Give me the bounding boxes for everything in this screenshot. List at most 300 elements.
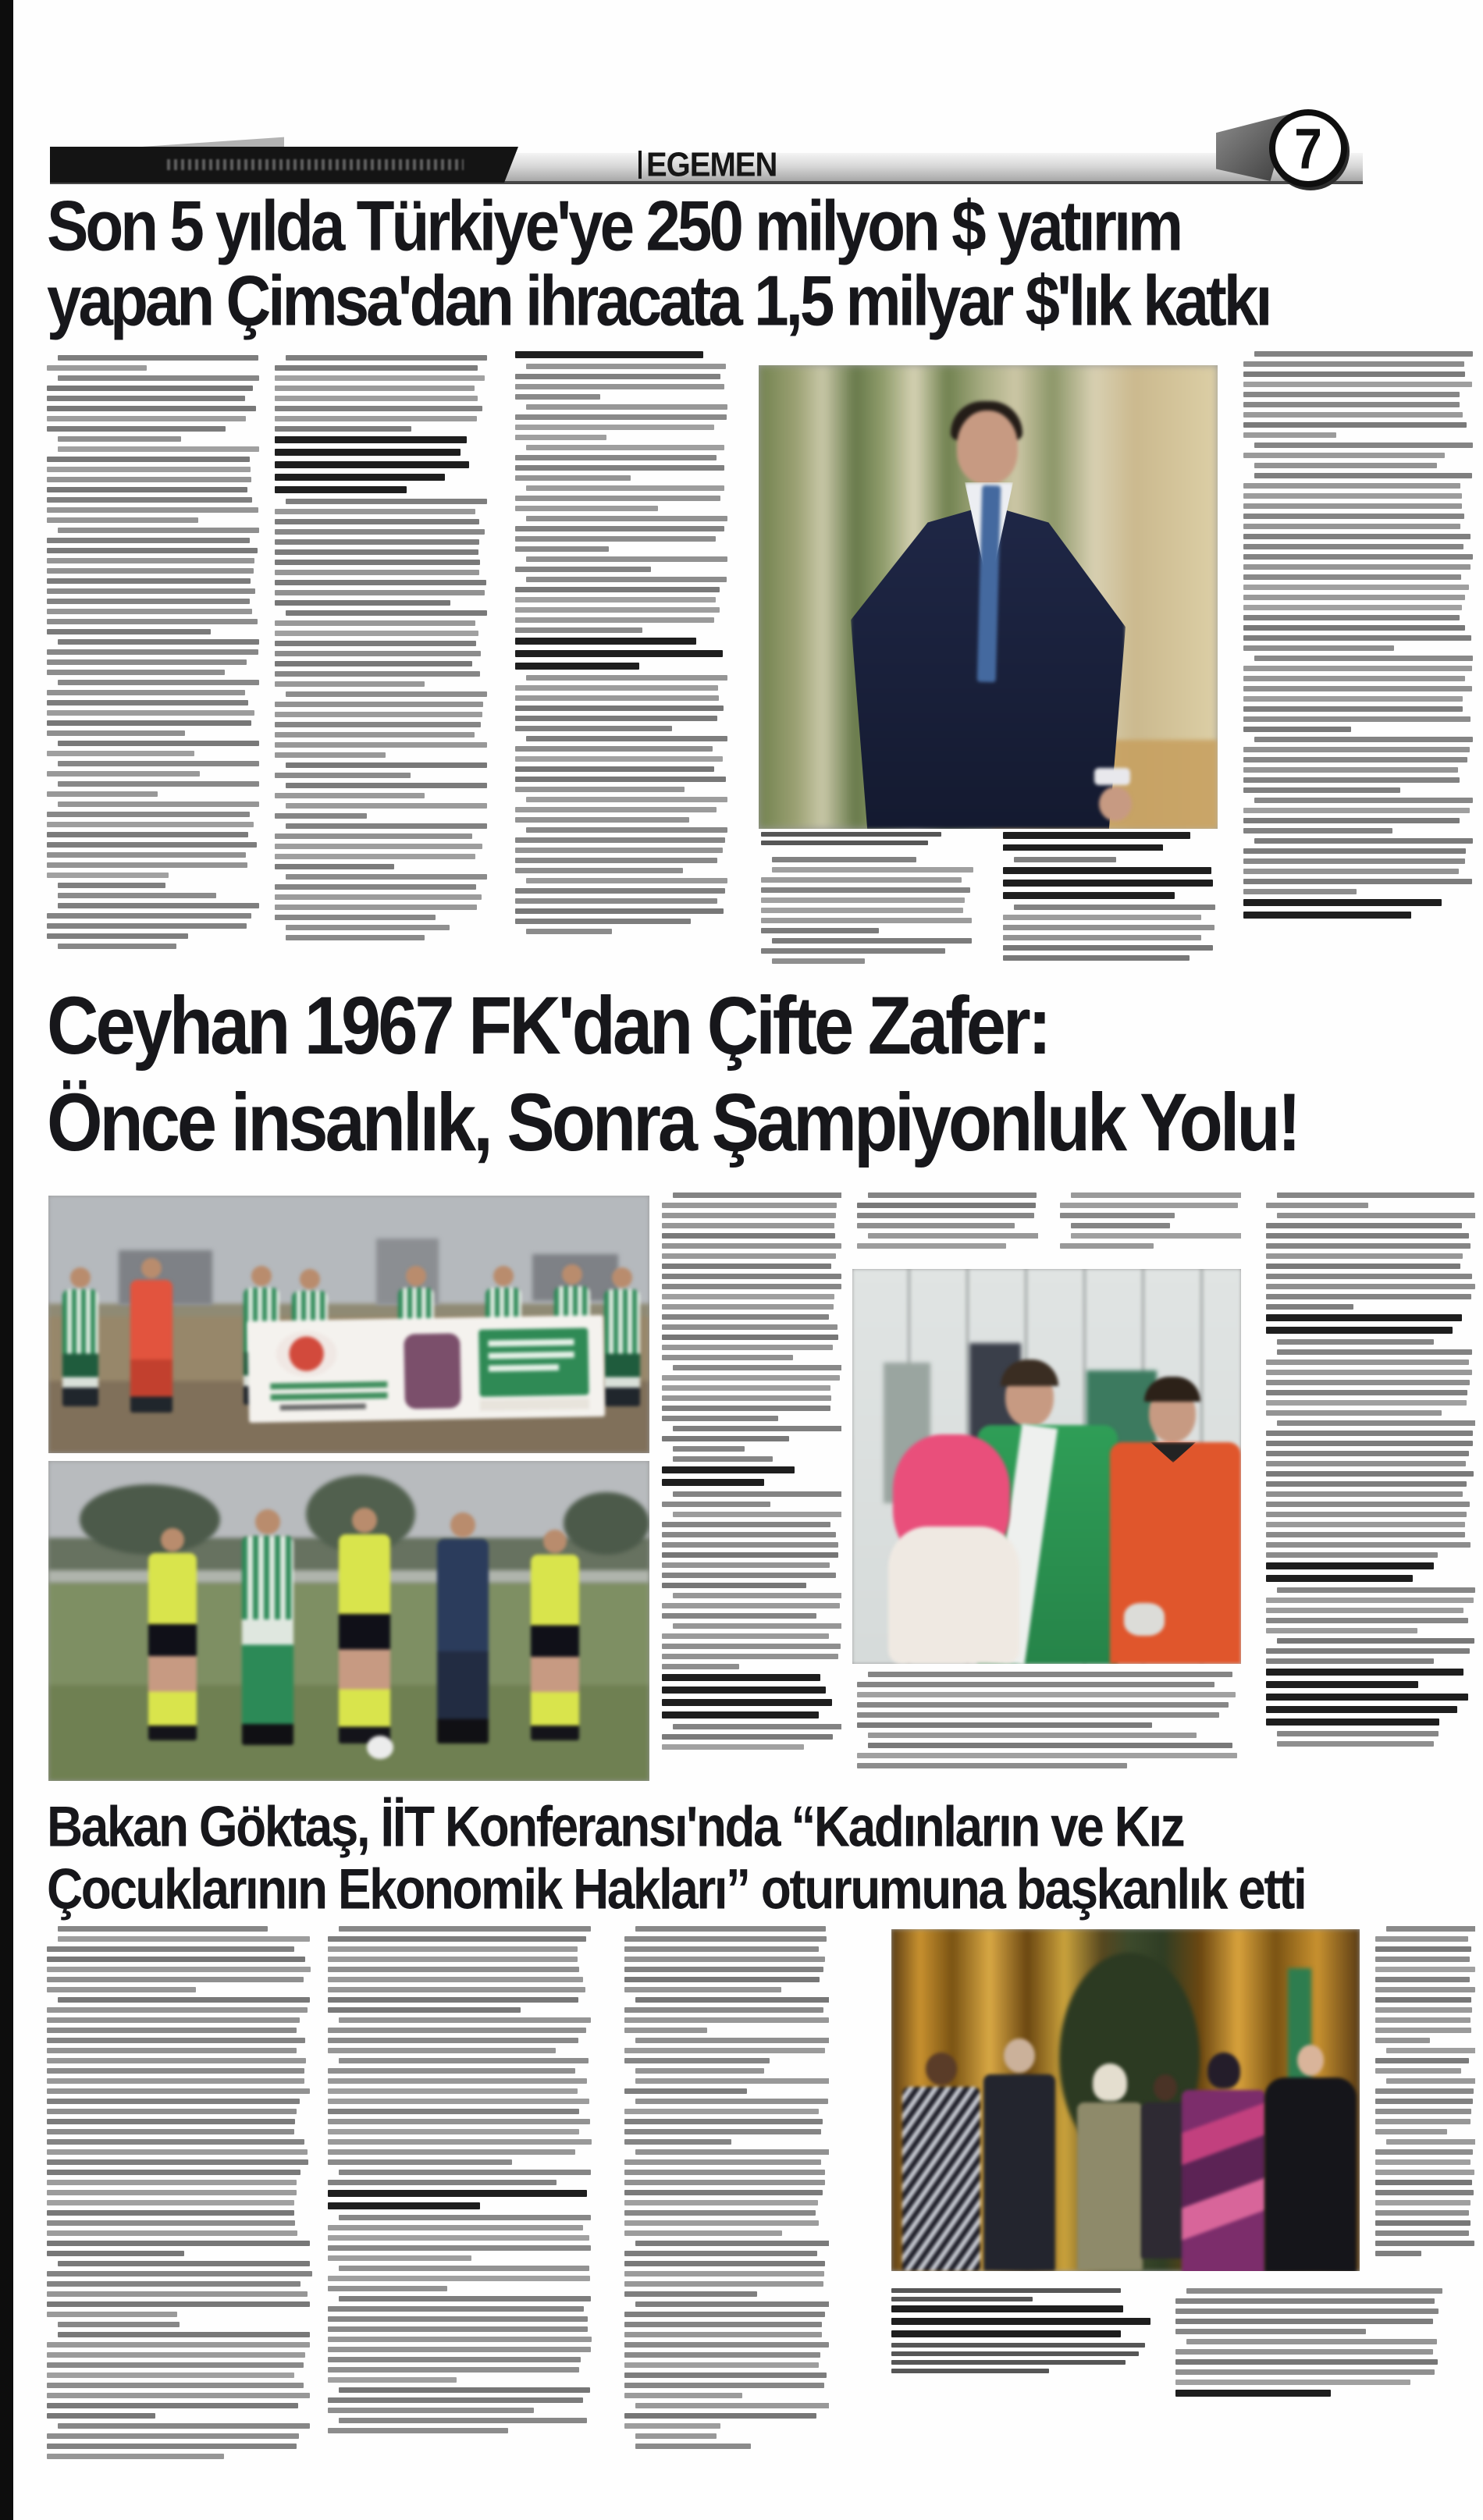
- text-line: [47, 842, 257, 848]
- text-line: [624, 1936, 827, 1942]
- text-line: [1243, 767, 1458, 773]
- text-line: [526, 929, 612, 934]
- delegate-striped-robe: [902, 2053, 980, 2271]
- text-line: [1277, 1587, 1475, 1593]
- article2-headline-line1: Ceyhan 1967 FK'dan Çifte Zafer:: [47, 980, 1049, 1072]
- text-line: [275, 813, 367, 819]
- text-line: [275, 519, 479, 524]
- text-line: [1243, 524, 1460, 529]
- text-line: [624, 2372, 827, 2378]
- delegate-head: [1154, 2074, 1177, 2101]
- banner-green-panel: [478, 1328, 589, 1396]
- conference-group-photo: [891, 1929, 1360, 2271]
- text-line: [1375, 2251, 1421, 2256]
- text-line: [624, 2332, 822, 2337]
- text-line: [635, 2038, 829, 2043]
- text-line: [328, 2099, 589, 2104]
- text-line: [275, 426, 411, 432]
- text-line: [526, 404, 727, 410]
- text-line: [1386, 2048, 1475, 2053]
- text-line: [47, 2078, 304, 2084]
- text-line: [339, 2387, 590, 2393]
- text-line: [58, 1997, 310, 2003]
- text-line: [328, 2397, 583, 2403]
- text-line: [47, 751, 194, 756]
- text-line: [624, 2251, 817, 2256]
- text-line: [624, 1957, 825, 1962]
- text-line: [1243, 716, 1471, 722]
- text-line: [328, 2276, 590, 2281]
- page-number: 7: [1294, 116, 1322, 181]
- text-line: [635, 2068, 764, 2074]
- text-line: [1243, 706, 1463, 712]
- text-line: [1266, 1314, 1462, 1321]
- text-line: [328, 2202, 480, 2209]
- banner-white-strip: [480, 1398, 589, 1410]
- article1-column-c: [515, 351, 727, 972]
- text-line: [1266, 1274, 1472, 1279]
- text-line: [1243, 361, 1464, 367]
- text-line: [761, 877, 962, 883]
- text-line: [1375, 2190, 1474, 2195]
- text-line: [286, 823, 487, 829]
- text-line: [624, 2048, 825, 2053]
- text-line: [275, 620, 475, 626]
- text-line: [662, 1345, 833, 1350]
- text-line: [1375, 2068, 1461, 2074]
- text-line: [1375, 2129, 1447, 2134]
- text-line: [662, 1264, 831, 1269]
- text-line: [47, 2301, 310, 2307]
- article1-subhead: [1003, 867, 1215, 899]
- sponsor-banner: [247, 1315, 605, 1423]
- text-line: [526, 485, 724, 491]
- text-line: [1243, 615, 1460, 620]
- text-line: [328, 2408, 534, 2413]
- text-line: [47, 365, 147, 371]
- text-line: [515, 567, 651, 572]
- text-line: [662, 1552, 838, 1558]
- article1-column-d: [761, 857, 973, 971]
- text-line: [1060, 1243, 1154, 1249]
- text-line: [328, 2326, 588, 2332]
- text-line: [275, 386, 475, 391]
- text-line: [1375, 1997, 1471, 2003]
- text-line: [47, 2241, 310, 2246]
- text-line: [1003, 867, 1211, 874]
- text-line: [662, 1395, 831, 1401]
- text-line: [1266, 1658, 1434, 1664]
- text-line: [1243, 757, 1467, 762]
- text-line: [857, 1213, 1034, 1218]
- text-line: [662, 1416, 778, 1421]
- text-line: [1186, 2339, 1437, 2344]
- text-line: [1243, 777, 1460, 783]
- text-line: [275, 661, 472, 666]
- text-line: [47, 2170, 301, 2175]
- text-line: [1175, 2329, 1366, 2334]
- article2-text-block: [1266, 1192, 1475, 1310]
- text-line: [515, 919, 691, 924]
- text-line: [673, 1446, 745, 1452]
- text-line: [891, 2330, 1121, 2337]
- text-line: [1243, 858, 1465, 864]
- text-line: [515, 685, 718, 691]
- text-line: [515, 506, 658, 511]
- text-line: [328, 1946, 578, 1952]
- text-line: [1266, 1532, 1465, 1537]
- text-line: [662, 1711, 819, 1719]
- text-line: [1243, 585, 1469, 590]
- text-line: [662, 1253, 836, 1259]
- text-line: [1254, 463, 1437, 468]
- text-line: [47, 2281, 301, 2287]
- text-line: [1266, 1253, 1463, 1259]
- text-line: [515, 455, 717, 460]
- referee-head: [352, 1508, 377, 1533]
- text-line: [275, 549, 478, 555]
- text-line: [1243, 899, 1442, 906]
- text-line: [891, 2297, 1033, 2301]
- text-line: [328, 2038, 578, 2043]
- text-line: [1266, 1431, 1473, 1436]
- text-line: [1266, 1471, 1474, 1477]
- player-body-striped: [242, 1536, 293, 1745]
- text-line: [1266, 1512, 1467, 1517]
- text-line: [47, 2068, 304, 2074]
- caption-text: [891, 2343, 1150, 2373]
- text-line: [635, 2241, 829, 2246]
- article1-headline-line1: Son 5 yılda Türkiye'ye 250 milyon $ yatırım: [47, 186, 1181, 265]
- delegate-robe: [902, 2087, 980, 2271]
- article3-text-block: [1375, 1926, 1475, 2256]
- text-line: [47, 396, 245, 401]
- text-line: [526, 797, 727, 802]
- text-line: [275, 529, 485, 535]
- text-line: [662, 1335, 838, 1340]
- text-line: [1266, 1461, 1466, 1466]
- text-line: [635, 1926, 826, 1932]
- article3-column-c: [624, 1926, 829, 2476]
- text-line: [635, 2099, 828, 2104]
- text-line: [673, 1491, 841, 1497]
- text-line: [275, 365, 478, 371]
- text-line: [526, 556, 727, 562]
- text-line: [47, 548, 258, 553]
- text-line: [47, 933, 188, 939]
- text-line: [47, 2058, 306, 2063]
- text-line: [624, 2312, 825, 2317]
- text-line: [47, 2028, 297, 2033]
- text-line: [662, 1314, 829, 1320]
- player-body-striped: [604, 1289, 640, 1406]
- text-line: [328, 2235, 589, 2241]
- text-line: [47, 1987, 196, 1992]
- text-line: [47, 538, 250, 543]
- text-line: [47, 1977, 304, 1982]
- text-line: [1243, 514, 1464, 519]
- article2-text-block: [1266, 1731, 1475, 1747]
- text-line: [275, 732, 475, 738]
- text-line: [1277, 1192, 1474, 1198]
- text-line: [1266, 1481, 1467, 1487]
- text-line: [339, 2296, 591, 2301]
- text-line: [857, 1712, 1219, 1718]
- text-line: [1375, 2099, 1473, 2104]
- text-line: [662, 1532, 836, 1537]
- text-line: [515, 898, 717, 904]
- text-line: [328, 2180, 557, 2185]
- text-line: [47, 2220, 295, 2226]
- article3-text-block: [1175, 2288, 1445, 2385]
- text-line: [1243, 889, 1357, 894]
- text-line: [1060, 1203, 1238, 1208]
- text-line: [1266, 1694, 1468, 1701]
- text-line: [328, 1936, 586, 1942]
- text-line: [328, 2007, 521, 2013]
- cimsa-executive-portrait-photo: [759, 365, 1218, 829]
- text-line: [1386, 2078, 1475, 2084]
- text-line: [47, 832, 248, 837]
- masthead-date-ghost-text: [167, 159, 464, 170]
- text-line: [526, 736, 727, 741]
- text-line: [286, 355, 487, 361]
- text-line: [624, 2362, 819, 2368]
- caption-text: [1003, 832, 1202, 851]
- text-line: [662, 1385, 830, 1391]
- text-line: [1266, 1618, 1468, 1623]
- text-line: [275, 712, 482, 717]
- delegate-head: [1004, 2038, 1035, 2073]
- text-line: [624, 2220, 819, 2226]
- article1-headline-line2: yapan Çimsa'dan ihracata 1,5 milyar $'lık katkı: [47, 261, 1270, 340]
- text-line: [673, 1192, 841, 1198]
- caption-text: [891, 2288, 1150, 2301]
- text-line: [1071, 1223, 1170, 1228]
- text-line: [515, 787, 685, 792]
- text-line: [673, 1593, 841, 1598]
- text-line: [339, 2017, 591, 2023]
- text-line: [47, 2159, 308, 2165]
- text-line: [339, 2058, 589, 2063]
- delegate-cream-headscarf: [1077, 2063, 1143, 2271]
- text-line: [47, 670, 225, 675]
- text-line: [1003, 925, 1214, 930]
- text-line: [1243, 848, 1466, 854]
- delegate-head-cover: [1207, 2053, 1240, 2088]
- text-line: [47, 2099, 300, 2104]
- text-line: [662, 1223, 834, 1228]
- text-line: [1266, 1542, 1471, 1548]
- article2-column-d: [1266, 1192, 1475, 1787]
- text-line: [624, 2007, 823, 2013]
- text-line: [1266, 1598, 1474, 1603]
- assistant-referee-figure: [148, 1528, 197, 1740]
- text-line: [624, 2383, 824, 2388]
- text-line: [1266, 1522, 1465, 1527]
- text-line: [275, 702, 483, 707]
- article2-text-block: [662, 1491, 841, 1669]
- text-line: [515, 746, 713, 752]
- text-line: [1243, 402, 1460, 407]
- text-line: [58, 741, 259, 746]
- text-line: [47, 2251, 184, 2256]
- text-line: [1243, 544, 1463, 549]
- text-line: [1266, 1441, 1473, 1446]
- article3-text-block: [47, 1926, 312, 2459]
- text-line: [515, 807, 717, 812]
- article2-subhead: [1266, 1314, 1475, 1334]
- text-line: [891, 2288, 1121, 2293]
- text-line: [662, 1674, 820, 1681]
- text-line: [624, 2088, 747, 2094]
- text-line: [1277, 1349, 1472, 1355]
- article1-text-block: [761, 857, 973, 964]
- text-line: [328, 1987, 585, 1992]
- article1-text-block: [1003, 857, 1215, 862]
- text-line: [868, 1192, 1037, 1198]
- text-line: [515, 756, 723, 762]
- text-line: [526, 675, 727, 681]
- text-line: [1243, 574, 1461, 580]
- text-line: [662, 1522, 830, 1527]
- text-line: [47, 822, 254, 827]
- text-line: [624, 2393, 742, 2398]
- text-line: [47, 2038, 305, 2043]
- text-line: [1266, 1562, 1434, 1569]
- text-line: [662, 1406, 830, 1411]
- goalkeeper-body-red: [130, 1280, 172, 1413]
- text-line: [275, 539, 479, 545]
- text-line: [662, 1542, 838, 1548]
- child-white-blanket: [888, 1527, 1019, 1664]
- portrait-face: [957, 411, 1018, 484]
- text-line: [275, 509, 475, 514]
- text-line: [624, 2119, 823, 2124]
- text-line: [624, 2180, 825, 2185]
- banner-red-logo: [276, 1331, 337, 1377]
- text-line: [275, 752, 386, 758]
- text-line: [1003, 915, 1201, 920]
- article2-column-b-top: [857, 1192, 1038, 1264]
- text-line: [328, 2028, 586, 2033]
- article1-column-b: [275, 355, 487, 972]
- text-line: [47, 771, 200, 777]
- text-line: [1175, 2390, 1331, 2397]
- text-line: [624, 1967, 823, 1972]
- text-line: [275, 854, 475, 859]
- text-line: [47, 2444, 297, 2449]
- text-line: [515, 888, 725, 894]
- text-line: [1266, 1304, 1353, 1310]
- text-line: [1243, 686, 1472, 691]
- text-line: [328, 2255, 471, 2261]
- text-line: [1003, 832, 1190, 839]
- text-line: [47, 609, 252, 614]
- text-line: [1277, 1339, 1434, 1345]
- text-line: [47, 1967, 311, 1972]
- text-line: [515, 777, 726, 782]
- text-line: [1266, 1380, 1470, 1385]
- text-line: [1175, 2359, 1438, 2365]
- text-line: [1266, 1360, 1469, 1365]
- text-line: [1003, 955, 1190, 961]
- text-line: [47, 730, 185, 736]
- text-line: [891, 2318, 1150, 2325]
- article1-text-block: [1243, 351, 1474, 894]
- text-line: [891, 2360, 1126, 2365]
- text-line: [515, 465, 724, 471]
- text-line: [761, 908, 963, 913]
- text-line: [868, 1743, 1232, 1748]
- text-line: [1243, 392, 1460, 397]
- text-line: [275, 793, 425, 798]
- text-line: [275, 641, 476, 646]
- text-line: [761, 832, 941, 837]
- text-line: [1243, 554, 1473, 560]
- text-line: [1254, 656, 1473, 661]
- text-line: [328, 2245, 591, 2251]
- text-line: [673, 1426, 841, 1431]
- text-line: [868, 1233, 1038, 1239]
- text-line: [286, 935, 425, 940]
- text-line: [47, 862, 247, 868]
- text-line: [339, 1926, 591, 1932]
- text-line: [1266, 1451, 1469, 1456]
- text-line: [1375, 2028, 1471, 2033]
- text-line: [624, 2028, 707, 2033]
- text-line: [275, 681, 425, 687]
- text-line: [275, 580, 486, 585]
- text-line: [275, 560, 480, 565]
- text-line: [635, 2403, 829, 2408]
- text-line: [515, 726, 672, 731]
- article3-text-block: [624, 1926, 829, 2449]
- text-line: [515, 414, 727, 420]
- text-line: [624, 2159, 821, 2165]
- text-line: [1266, 1608, 1463, 1613]
- text-line: [761, 897, 965, 903]
- delegate-olive-coat: [1077, 2102, 1143, 2271]
- text-line: [1243, 727, 1351, 732]
- text-line: [58, 1926, 268, 1932]
- goalkeeper-glove: [1124, 1603, 1165, 1636]
- text-line: [1071, 1192, 1241, 1198]
- text-line: [1254, 473, 1472, 478]
- text-line: [275, 416, 477, 421]
- text-line: [1266, 1400, 1467, 1406]
- text-line: [635, 2433, 717, 2439]
- masthead-date-bar: [50, 147, 518, 183]
- text-line: [515, 351, 703, 358]
- text-line: [328, 2286, 447, 2291]
- text-line: [662, 1355, 793, 1360]
- text-line: [1003, 880, 1213, 887]
- article2-column-b-bottom: [857, 1672, 1241, 1787]
- text-line: [286, 803, 487, 809]
- text-line: [662, 1573, 836, 1578]
- text-line: [1175, 2319, 1433, 2324]
- text-line: [47, 619, 258, 624]
- article2-column-c-top: [1060, 1192, 1241, 1264]
- text-line: [286, 874, 487, 880]
- player-head: [141, 1258, 162, 1278]
- text-line: [1266, 1681, 1418, 1688]
- player-head: [450, 1512, 475, 1537]
- text-line: [662, 1664, 739, 1669]
- banner-text-line: [280, 1403, 366, 1410]
- article3-column-d-narrow: [1375, 1926, 1475, 2269]
